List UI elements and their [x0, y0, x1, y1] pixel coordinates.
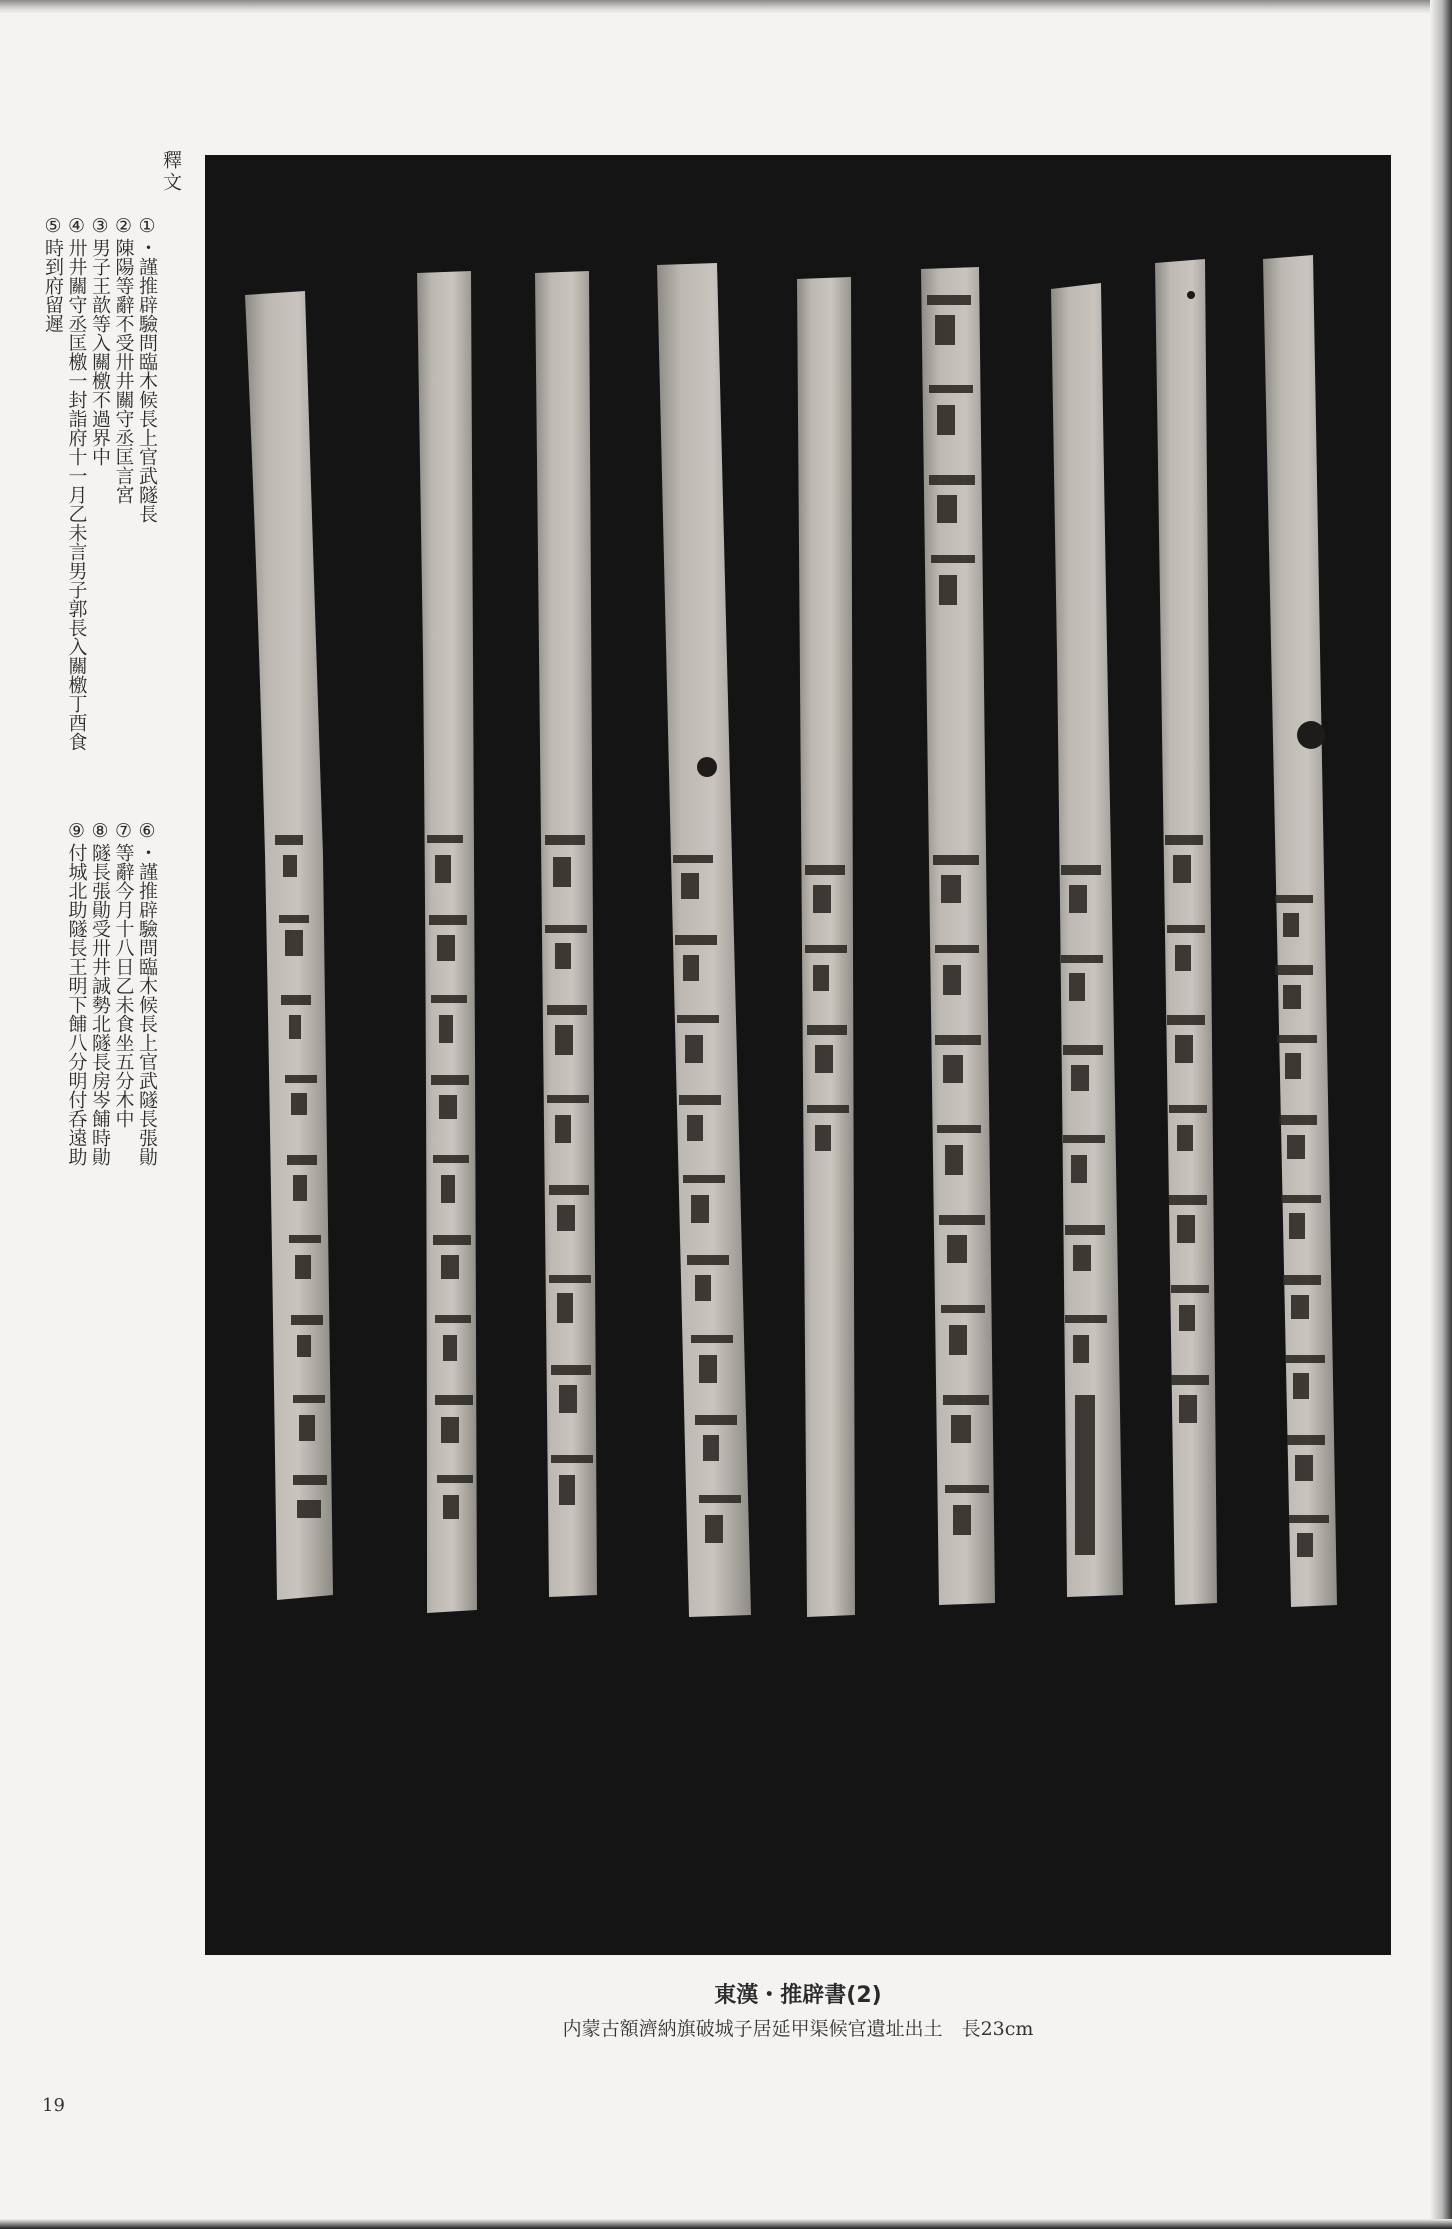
page-number: 19: [42, 2095, 65, 2116]
plate-caption-title: 東漢・推辟書(2): [714, 1983, 882, 2008]
transcription-line: ②陳陽等辭不受卅井關守丞匡言宮: [112, 215, 135, 504]
scan-top-edge: [0, 0, 1452, 14]
scan-right-edge: [1430, 0, 1452, 2229]
transcription-line: ⑧隧長張勛受卅井誠勢北隧長房岑餔時勛: [89, 820, 111, 1166]
transcription-line: ⑥・謹推辟驗問臨木候長上官武隧長張勛: [136, 820, 158, 1166]
scan-bottom-edge: [0, 2219, 1452, 2229]
transcription-line: ①・謹推辟驗問臨木候長上官武隧長: [136, 215, 158, 523]
transcription-block-2: [63, 820, 158, 1240]
transcription-label: 釋文: [160, 150, 182, 194]
transcription-line: ③男子王歆等入關檄不過界中: [89, 215, 111, 466]
wooden-slip: [1263, 255, 1337, 1607]
transcription-line: ⑤時到府留遲: [42, 215, 64, 333]
transcription-line: ⑦等辭今月十八日乙未食坐五分木中: [112, 820, 135, 1128]
transcription-block-1: [40, 215, 158, 815]
transcription-line: ⑨付城北助隧長王明下餔八分明付呑遠助: [65, 820, 88, 1166]
plate-caption-subtitle: 内蒙古額濟納旗破城子居延甲渠候官遺址出土 長23cm: [562, 2018, 1034, 2040]
transcription-line: ④卅井關守丞匡檄一封詣府十一月乙未言男子郭長入關檄丁酉食: [65, 215, 88, 751]
wooden-slips-photo: [205, 155, 1391, 1955]
